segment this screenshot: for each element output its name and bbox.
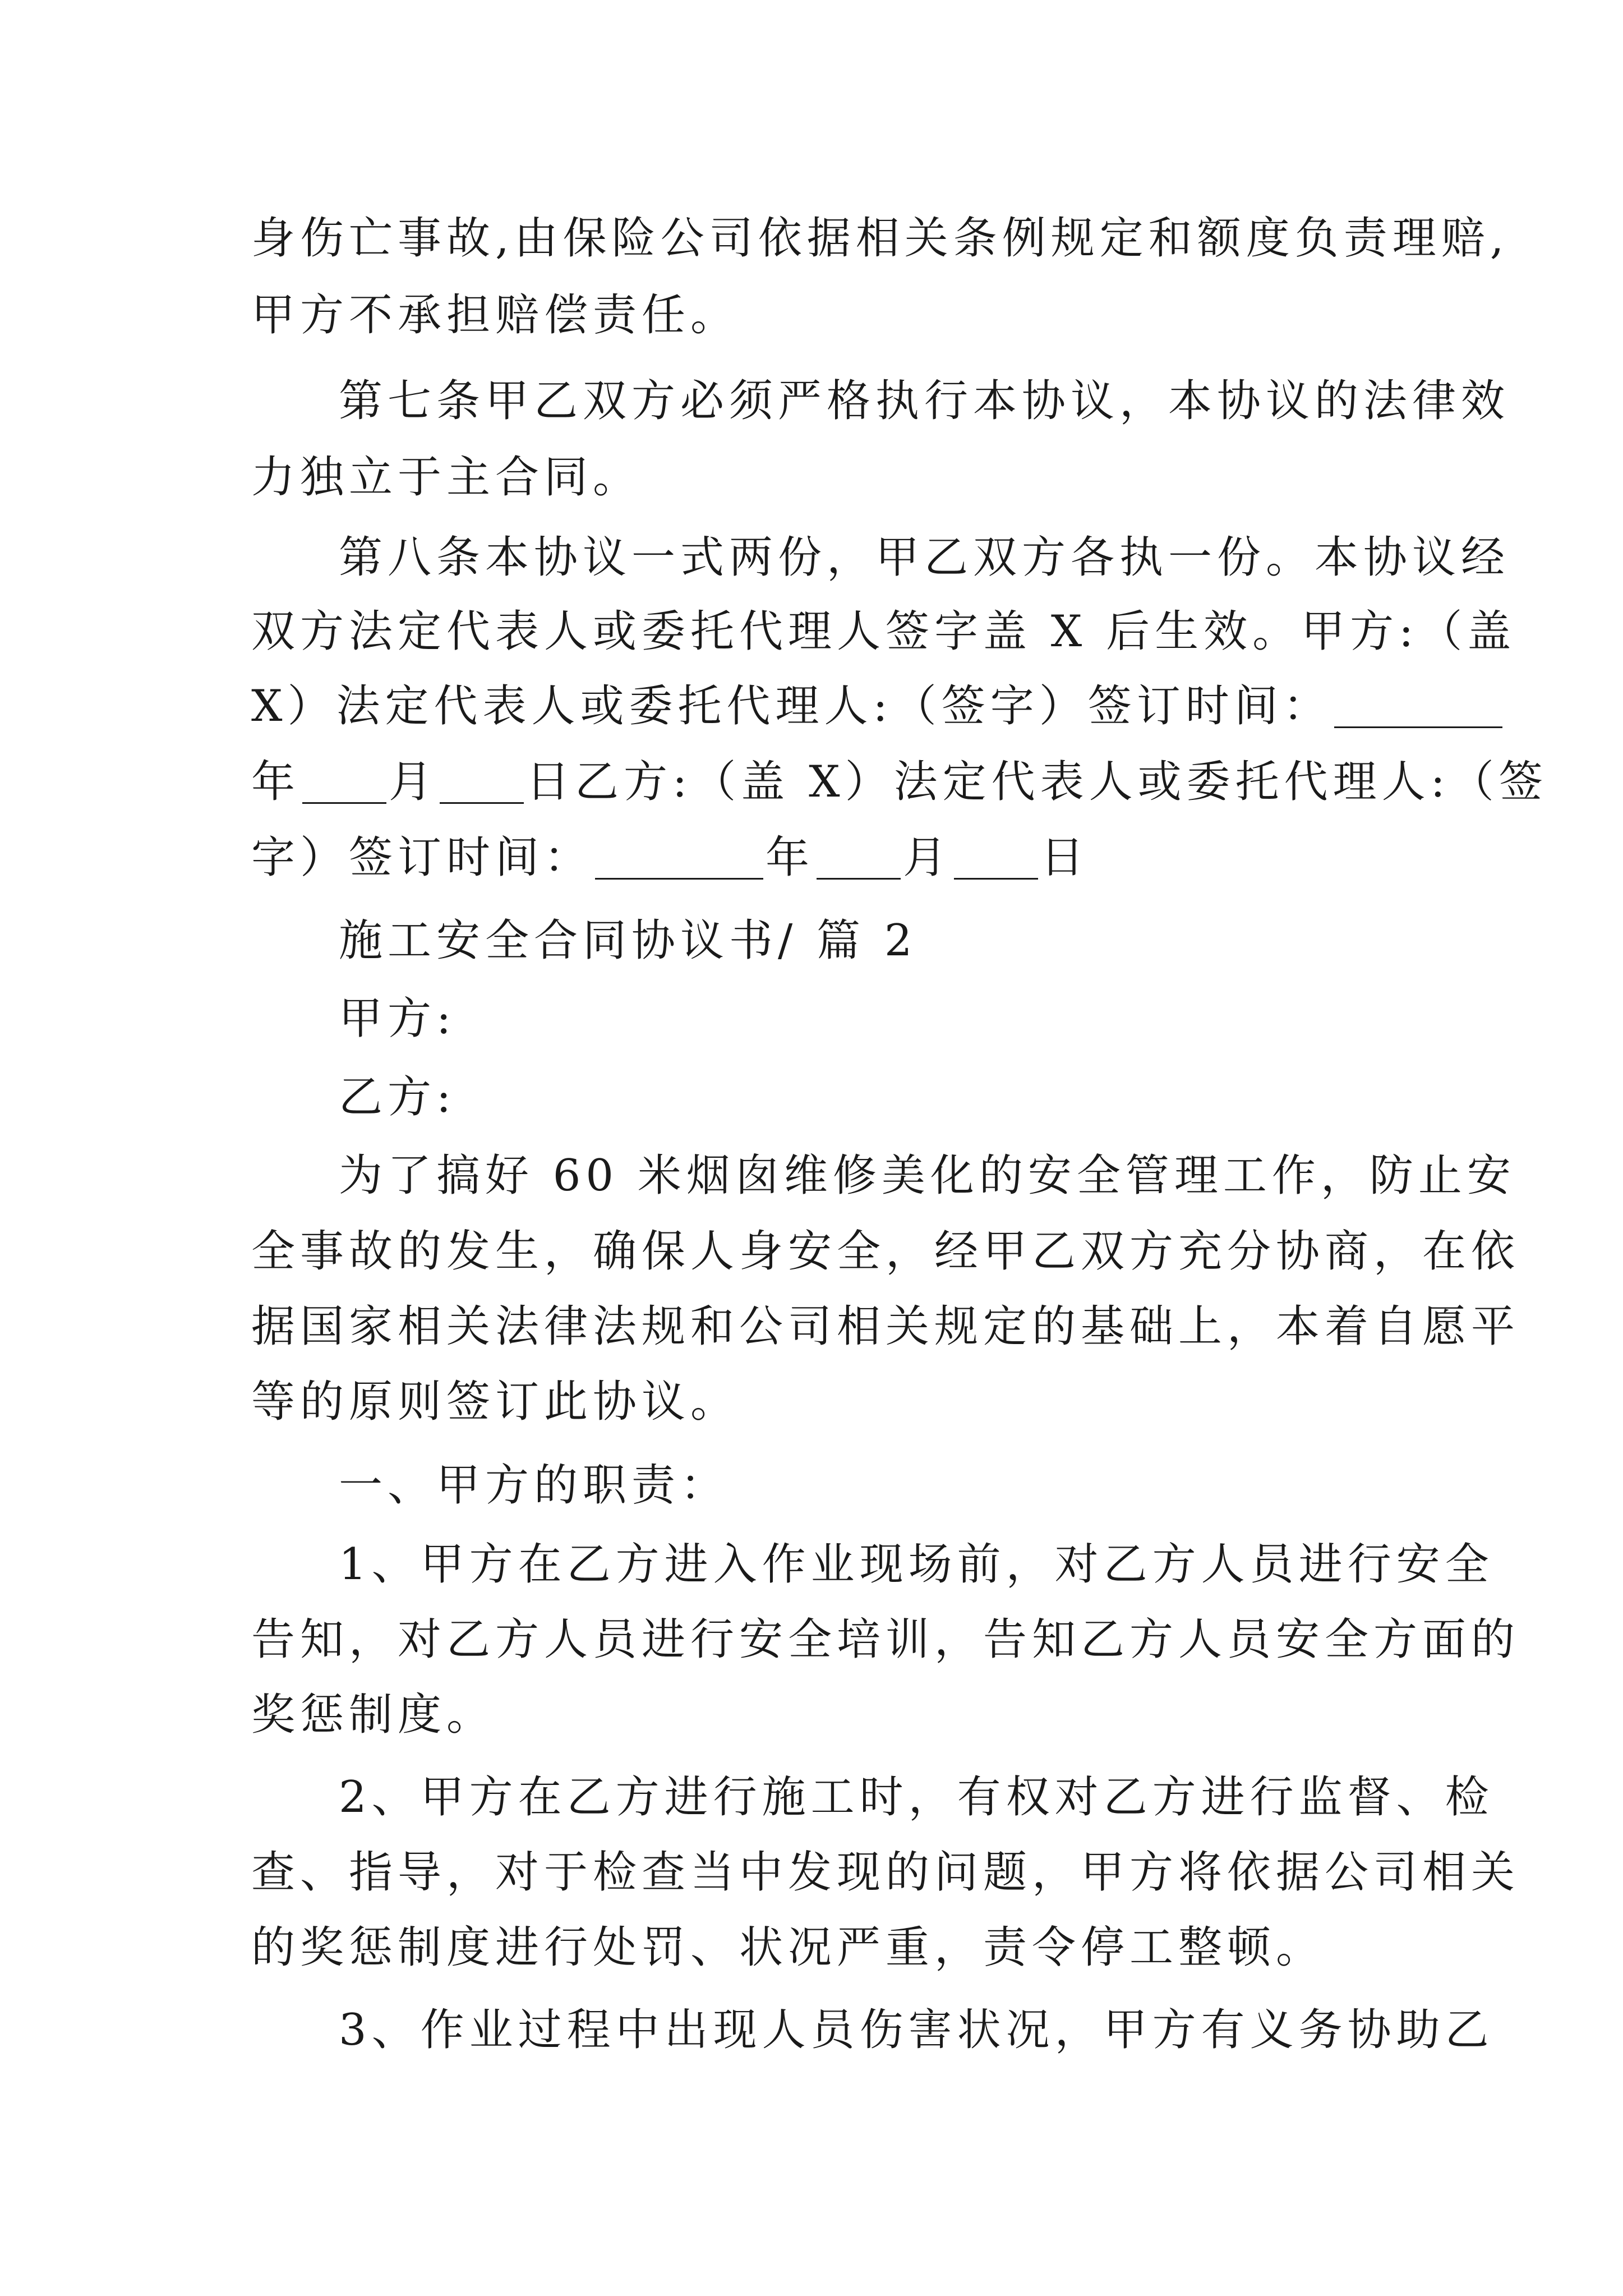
year-label: 年 [251, 757, 301, 807]
blank-underline [595, 839, 763, 880]
text-line [251, 757, 1548, 807]
signing-label-party-b: 字）签订时间： [251, 832, 593, 883]
blank-underline [954, 839, 1038, 880]
text-line: 第七条甲乙双方必须严格执行本协议，本协议的法律效 [339, 376, 1510, 426]
text-line: 告知，对乙方人员进行安全培训，告知乙方人员安全方面的 [251, 1614, 1520, 1665]
text-line: 等的原则签订此协议。 [251, 1377, 740, 1427]
text-line: 力独立于主合同。 [251, 452, 642, 503]
text-line: 的奖惩制度进行处罚、状况严重，责令停工整顿。 [251, 1922, 1325, 1973]
text-line: 1、甲方在乙方进入作业现场前，对乙方人员进行安全 [339, 1539, 1494, 1590]
section-subheading: 一、甲方的职责： [339, 1460, 730, 1511]
day-label: 日 [1040, 832, 1090, 883]
blank-underline [817, 839, 901, 880]
blank-underline [1334, 687, 1502, 728]
party-b-field: 乙方: [339, 1072, 457, 1122]
text-line [251, 681, 1505, 731]
year-label: 年 [766, 832, 815, 883]
text-line: 据国家相关法律法规和公司相关规定的基础上，本着自愿平 [251, 1301, 1520, 1352]
blank-underline [440, 763, 524, 804]
text-line: 2、甲方在乙方进行施工时，有权对乙方进行监督、检 [339, 1772, 1494, 1823]
month-label: 月 [389, 757, 438, 807]
text-line: 第八条本协议一式两份，甲乙双方各执一份。本协议经 [339, 532, 1510, 583]
day-party-b-label: 日乙方:（盖 X）法定代表人或委托代理人:（签 [526, 757, 1548, 807]
party-a-field: 甲方: [339, 993, 457, 1044]
text-line: 双方法定代表人或委托代理人签字盖 X 后生效。甲方:（盖 [251, 606, 1516, 657]
text-line: 为了搞好 60 米烟囱维修美化的安全管理工作，防止安 [339, 1151, 1516, 1201]
text-line: 全事故的发生，确保人身安全，经甲乙双方充分协商，在依 [251, 1226, 1520, 1277]
section-heading: 施工安全合同协议书/ 篇 2 [339, 915, 917, 966]
text-line: 身伤亡事故,由保险公司依据相关条例规定和额度负责理赔, [251, 213, 1509, 264]
text-line: 奖惩制度。 [251, 1690, 496, 1740]
blank-underline [302, 763, 386, 804]
text-line: 甲方不承担赔偿责任。 [251, 290, 740, 341]
text-line: 3、作业过程中出现人员伤害状况，甲方有义务协助乙 [339, 2005, 1494, 2055]
signing-label-party-a: X）法定代表人或委托代理人:（签字）签订时间： [251, 681, 1332, 731]
text-line: 查、指导，对于检查当中发现的问题，甲方将依据公司相关 [251, 1847, 1520, 1898]
month-label: 月 [903, 832, 952, 883]
text-line [251, 832, 1090, 883]
